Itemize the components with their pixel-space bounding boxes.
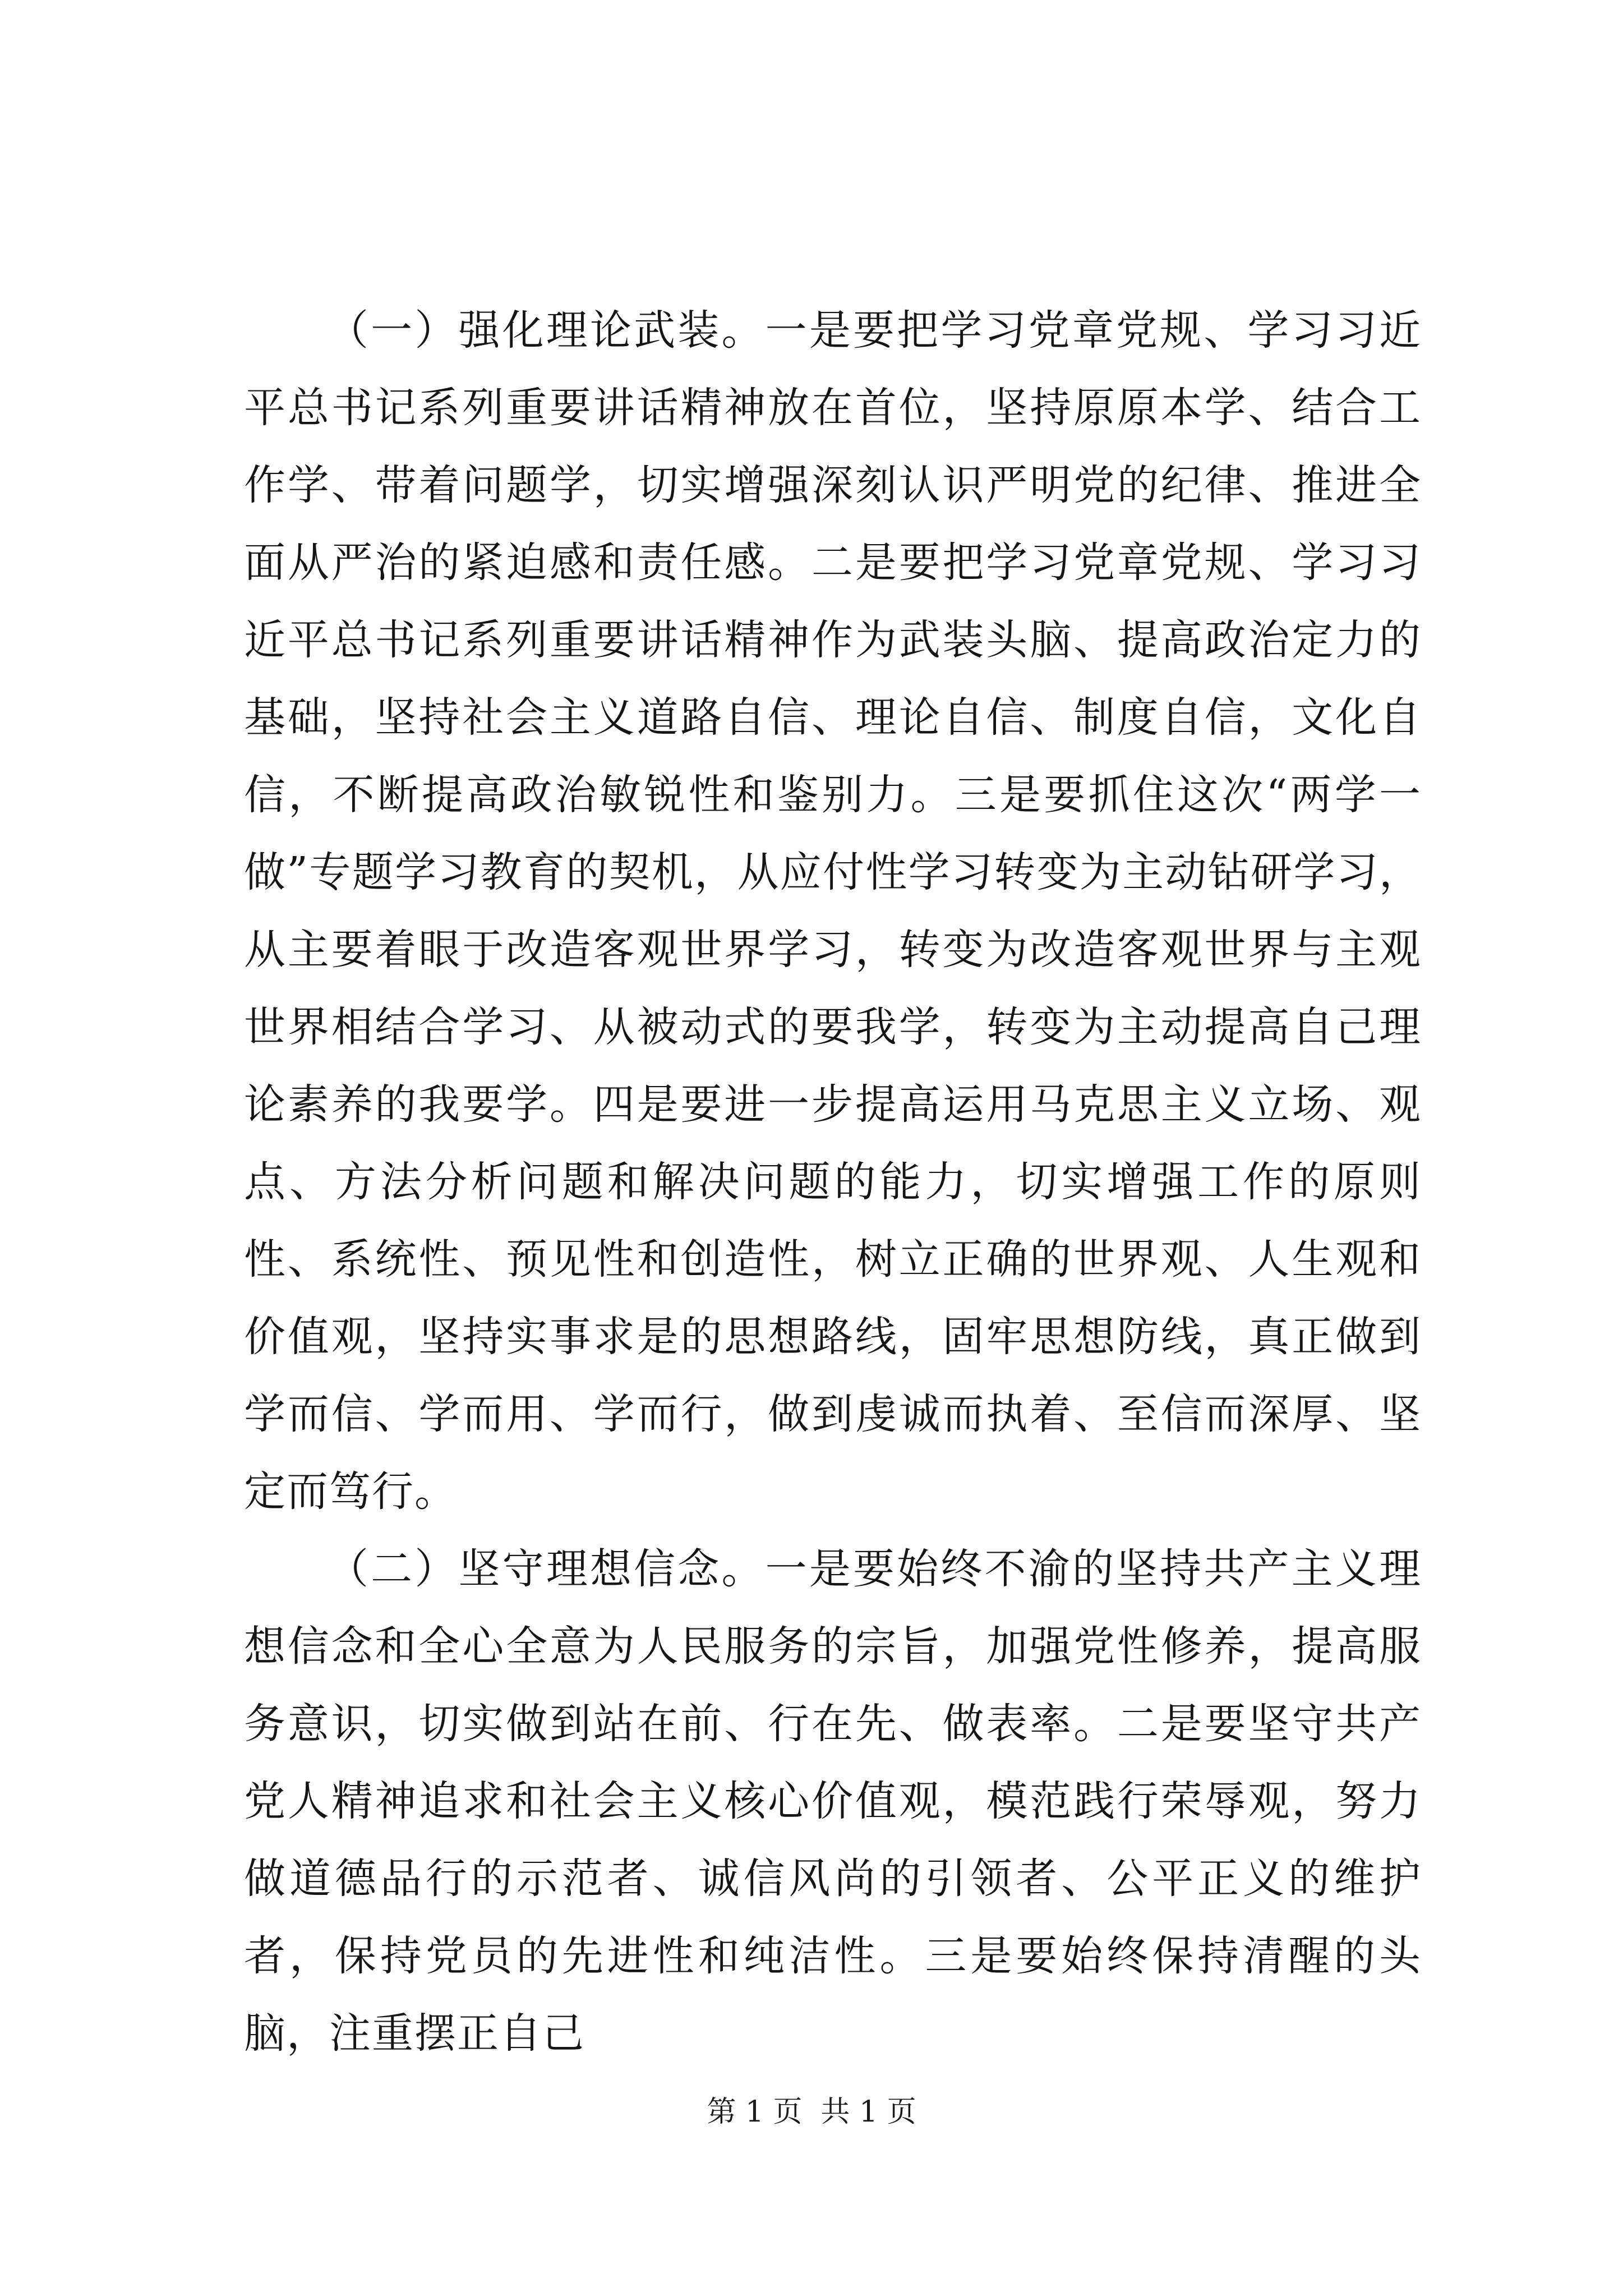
paragraph-theory-arming: （一）强化理论武装。一是要把学习党章党规、学习习近平总书记系列重要讲话精神放在首位，坚持原原本学、结合工作学、带着问题学，切实增强深刻认识严明党的纪律、推进全面从严治的紧迫感和责任感。二是要把学习党章党规、学习习近平总书记系列重要讲话精神作为武装头脑、提高政治定力的基础，坚持社会主义道路自信、理论自信、制度自信，文化自信，不断提高政治敏锐性和鉴别力。三是要抓住这次“两学一做”专题学习教育的契机，从应付性学习转变为主动钻研学习，从主要着眼于改造客观世界学习，转变为改造客观世界与主观世界相结合学习、从被动式的要我学，转变为主动提高自己理论素养的我要学。四是要进一步提高运用马克思主义立场、观点、方法分析问题和解决问题的能力，切实增强工作的原则性、系统性、预见性和创造性，树立正确的世界观、人生观和价值观，坚持实事求是的思想路线，固牢思想防线，真正做到学而信、学而用、学而行，做到虔诚而执着、至信而深厚、坚定而笃行。 — [244, 306, 1422, 1516]
page-footer: 第 1 页 共 1 页 — [707, 2095, 916, 2129]
paragraph-ideals-beliefs: （二）坚守理想信念。一是要始终不渝的坚持共产主义理想信念和全心全意为人民服务的宗旨，加强党性修养，提高服务意识，切实做到站在前、行在先、做表率。二是要坚守共产党人精神追求和社会主义核心价值观，模范践行荣辱观，努力做道德品行的示范者、诚信风尚的引领者、公平正义的维护者，保持党员的先进性和纯洁性。三是要始终保持清醒的头脑，注重摆正自己 — [244, 1545, 1422, 2058]
document-body — [244, 292, 1422, 2072]
